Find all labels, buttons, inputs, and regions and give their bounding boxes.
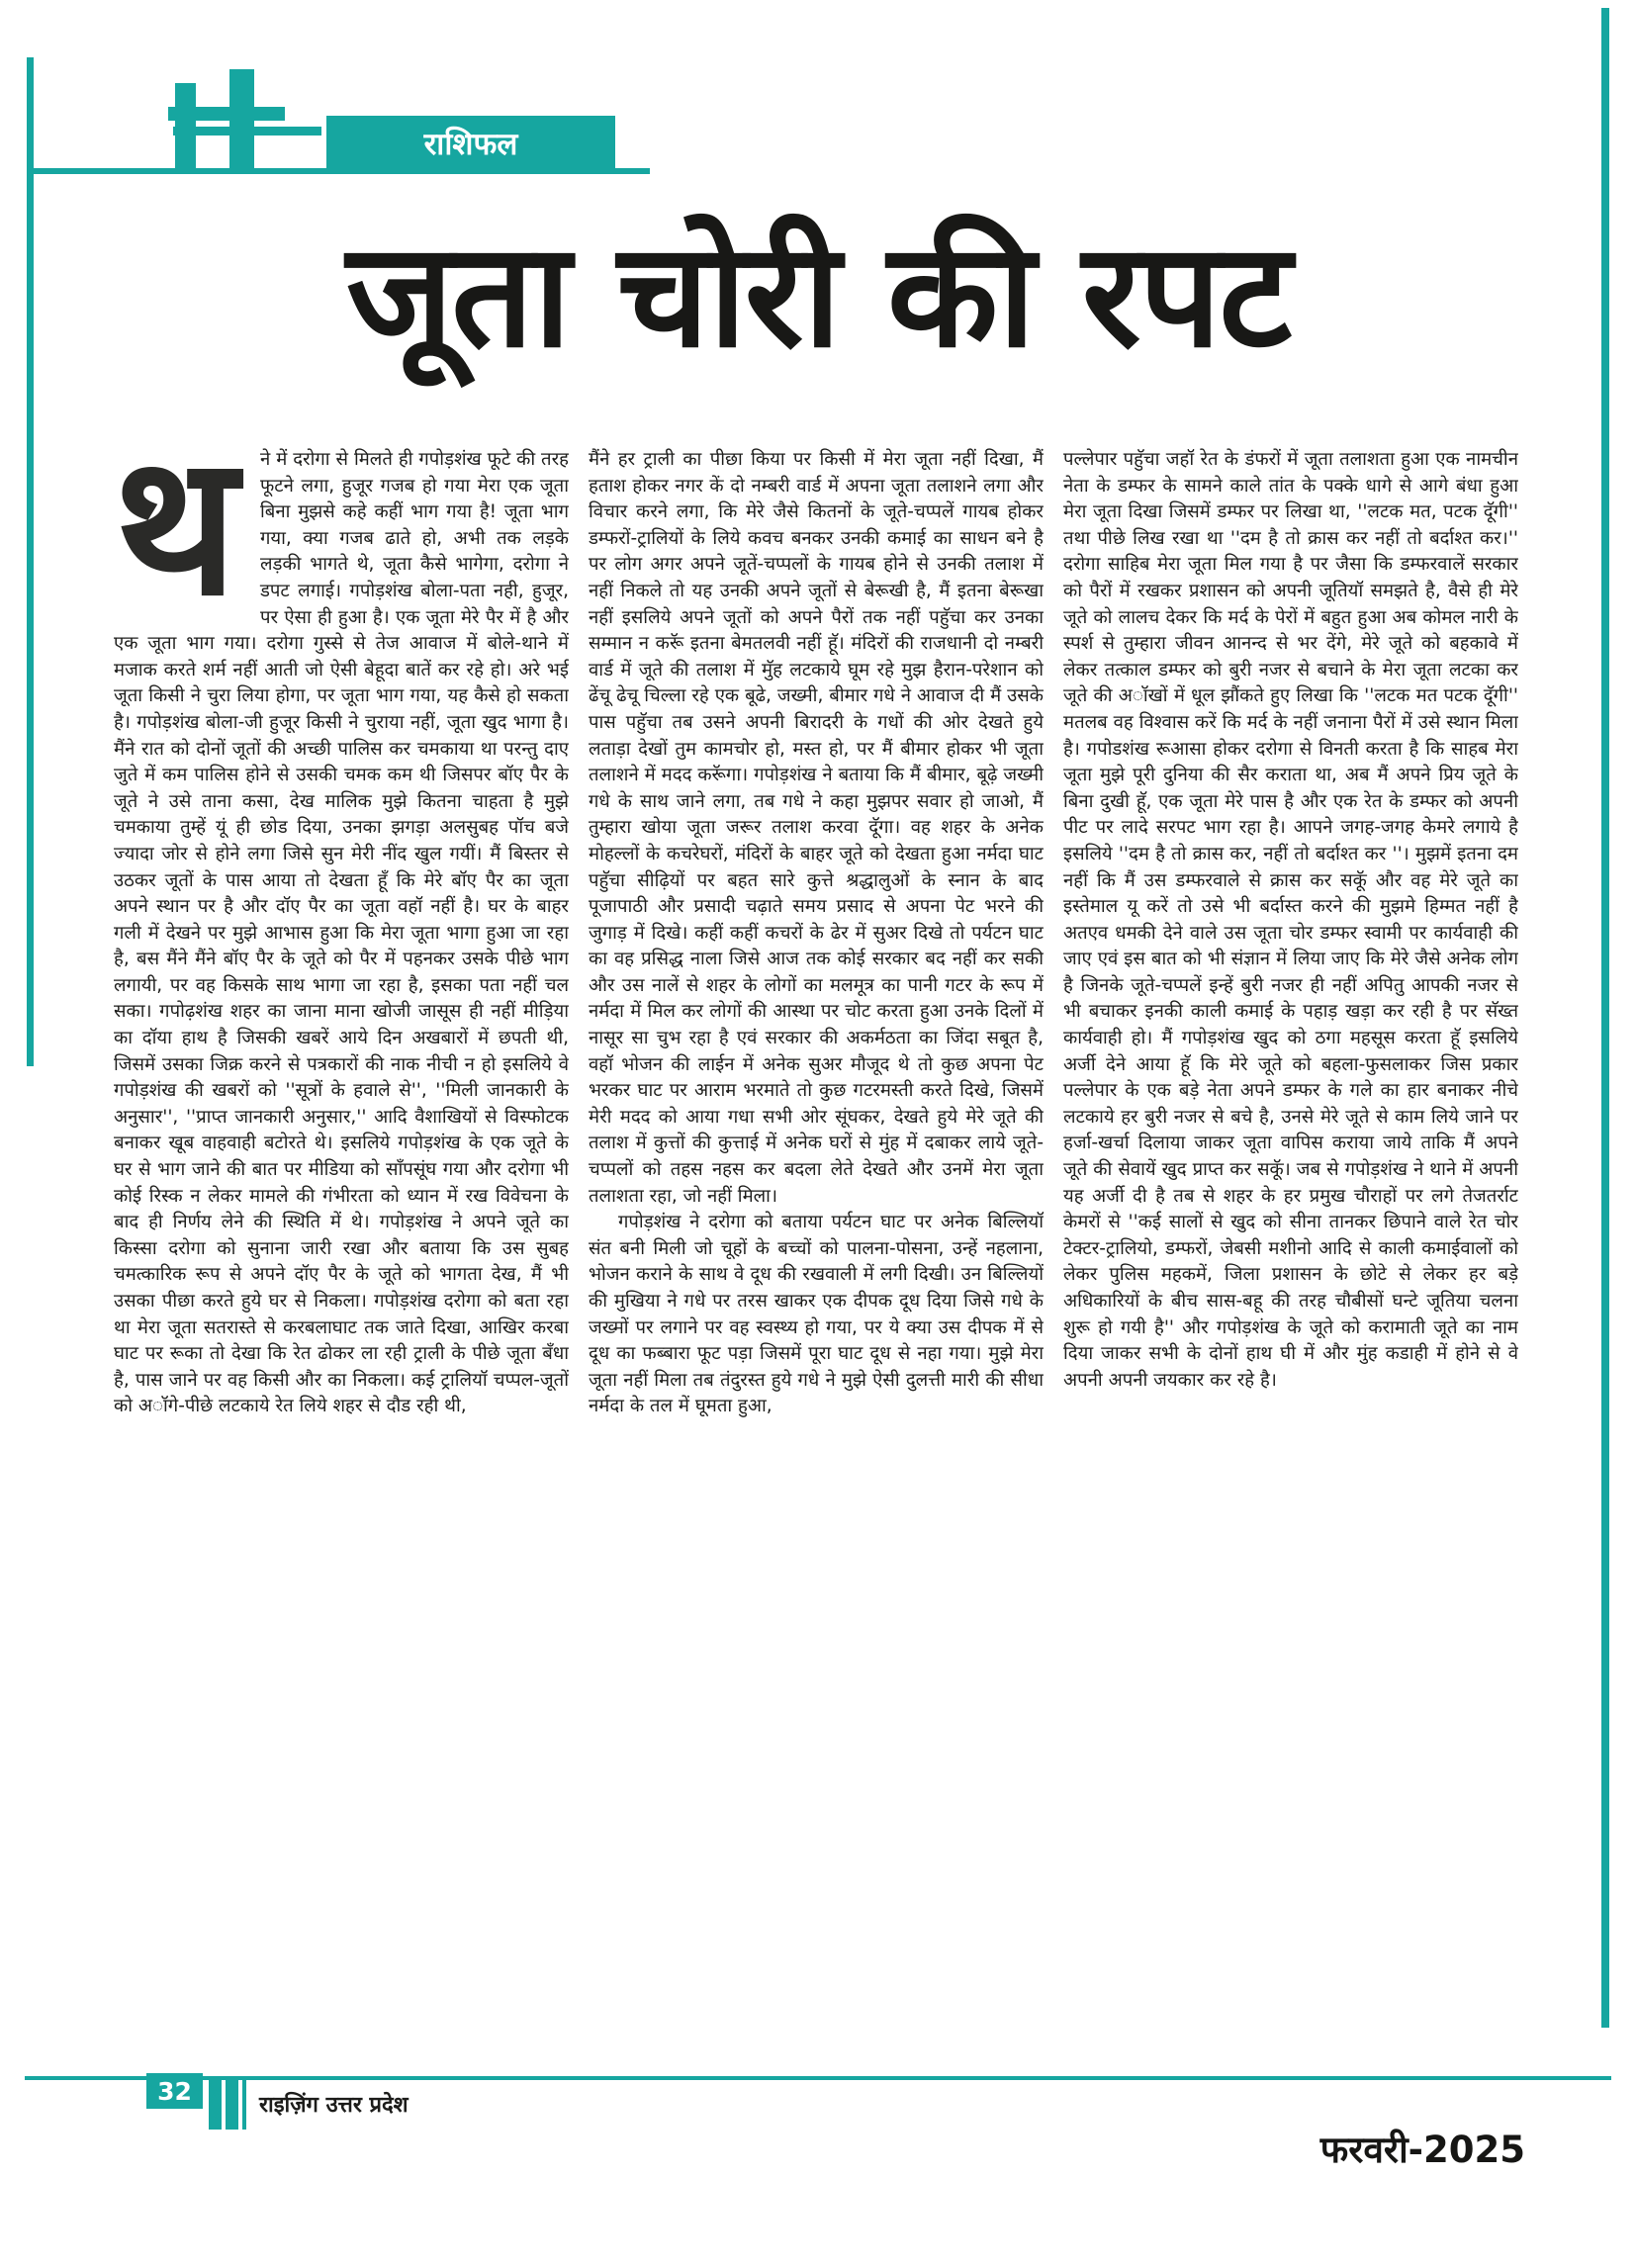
- section-label-box: [326, 116, 615, 170]
- footer-accent-bar: [226, 2076, 238, 2130]
- article-column-3: [1063, 447, 1518, 2049]
- article-column-2: [589, 447, 1044, 2049]
- footer-rule: [25, 2076, 1611, 2080]
- footer-accent-bar: [242, 2076, 246, 2130]
- hash-bar: [173, 127, 321, 136]
- issue-date: फरवरी-2025: [1319, 2129, 1525, 2171]
- header-rule: [27, 168, 650, 174]
- column3-text: पल्लेपार पहुॅचा जहॉ रेत के डंफरों में जूता तलाशता हुआ एक नामचीन नेता के डम्फर के सामने काले तांत के पक्के धागे से आगे बंधा हुआ मेरा जूता दिखा जिसमें डम्फर पर लिखा था, ''लटक मत, पटक दूॅगी'' तथा पीछे लिख रखा था ''दम है तो क्रास कर नहीं तो बर्दाश्त कर।'' दरोगा साहिब मेरा जूता मिल गया है पर जैसा कि डम्फरवालें सरकार को पैरों में रखकर प्रशासन को अपनी जूतियॉ समझते है, वैसे ही मेरे जूते को लालच देकर कि मर्द के पेरों में बहुत हुआ अब कोमल नारी के स्पर्श से तुम्हारा जीवन आनन्द से भर देंगे, मेरे जूते को बहकावे में लेकर तत्काल डम्फर को बुरी नजर से बचाने के मेरा जूता लटका कर जूते की अॉखों में धूल झौंकते हुए लिखा कि ''लटक मत पटक दूॅगी'' मतलब वह विश्वास करें कि मर्द के नहीं जनाना पैरों में उसे स्थान मिला है। गपोडशंख रूआसा होकर दरोगा से विनती करता है कि साहब मेरा जूता मुझे पूरी दुनिया की सैर कराता था, अब मैं अपने प्रिय जूते के बिना दुखी हूॅ, एक जूता मेरे पास है और एक रेत के डम्फर को अपनी पीट पर लादे सरपट भाग रहा है। आपने जगह-जगह केमरे लगाये है इसलिये ''दम है तो क्रास कर, नहीं तो बर्दाश्त कर ''। मुझमें इतना दम नहीं कि मैं उस डम्फरवाले से क्रास कर सकूॅ और वह मेरे जूते का इस्तेमाल यू करें तो उसे भी बर्दास्त करने की मुझमे हिम्मत नहीं है अतएव धमकी देने वाले उस जूता चोर डम्फर स्वामी पर कार्यवाही की जाए एवं इस बात को भी संज्ञान में लिया जाए कि मेरे जैसे अनेक लोग है जिनके जूते-चप्पलें इन्हें बुरी नजर ही नहीं अपितु आपकी नजर से भी बचाकर इनकी काली कमाई के पहाड़ खड़ा कर रही है पर सॅख्त कार्यवाही हो। मैं गपोड़शंख खुद को ठगा महसूस करता हूॅ इसलिये अर्जी देने आया हूॅ कि मेरे जूते को बहला-फुसलाकर जिस प्रकार पल्लेपार के एक बड़े नेता अपने डम्फर के गले का हार बनाकर नीचे लटकाये हर बुरी नजर से बचे है, उनसे मेरे जूते से काम लिये जाने पर हर्जा-खर्चा दिलाया जाकर जूता वापिस कराया जाये ताकि मैं अपने जूते की सेवायें खुद प्राप्त कर सकूॅ। जब से गपोड़शंख ने थाने में अपनी यह अर्जी दी है तब से शहर के हर प्रमुख चौराहों पर लगे तेजतर्राट केमरों से ''कई सालों से खुद को सीना तानकर छिपाने वाले रेत चोर टेक्टर-ट्रालियो, डम्फरों, जेबसी मशीनो आदि से काली कमाईवालों को लेकर पुलिस महकमें, जिला प्रशासन के छोटे से लेकर हर बड़े अधिकारियों के बीच सास-बहू की तरह चौबीसों घन्टे जूतिया चलना शुरू हो गयी है'' और गपोड़शंख के जूते को करामाती जूते का नाम दिया जाकर सभी के दोनों हाथ घी में और मुंह कडाही में होने से वे अपनी अपनी जयकार कर रहे है।: [1063, 449, 1518, 1391]
- hash-bar: [168, 107, 285, 121]
- page-number: 32: [157, 2076, 192, 2106]
- headline: जूता चोरी की रपट: [345, 211, 1291, 380]
- page-number-badge: [146, 2073, 203, 2109]
- column1-text: ने में दरोगा से मिलते ही गपोड़शंख फूटे की तरह फूटने लगा, हुजूर गजब हो गया मेरा एक जूता बिना मुझसे कहे कहीं भाग गया है! जूता भाग गया, क्या गजब ढाते हो, अभी तक लड़के लड़की भागते थे, जूता कैसे भागेगा, दरोगा ने डपट लगाई। गपोड़शंख बोला-पता नही, हुजूर, पर ऐसा ही हुआ है। एक जूता मेरे पैर में है और एक जूता भाग गया। दरोगा गुस्से से तेज आवाज में बोले-थाने में मजाक करते शर्म नहीं आती जो ऐसी बेहूदा बातें कर रहे हो। अरे भई जूता किसी ने चुरा लिया होगा, पर जूता भाग गया, यह कैसे हो सकता है। गपोड़शंख बोला-जी हुजूर किसी ने चुराया नहीं, जूता खुद भागा है। मैंने रात को दोनों जूतों की अच्छी पालिस कर चमकाया था परन्तु दाए जुते में कम पालिस होने से उसकी चमक कम थी जिसपर बॉए पैर के जूते ने उसे ताना कसा, देख मालिक मुझे कितना चाहता है मुझे चमकाया तुम्हें यूं ही छोड दिया, उनका झगड़ा अलसुबह पॉच बजे ज्यादा जोर से होने लगा जिसे सुन मेरी नींद खुल गयीं। मैं बिस्तर से उठकर जूतों के पास आया तो देखता हूँ कि मेरे बॉए पैर का जूता अपने स्थान पर है और दॉए पैर का जूता वहॉ नहीं है। घर के बाहर गली में देखने पर मुझे आभास हुआ कि मेरा जूता भागा हुआ जा रहा है, बस मैंने मैंने बॉए पैर के जूते को पैर में पहनकर उसके पीछे भाग लगायी, पर वह किसके साथ भागा जा रहा है, इसका पता नहीं चल सका। गपोढ़शंख शहर का जाना माना खोजी जासूस ही नहीं मीड़िया का दॉया हाथ है जिसकी खबरें आये दिन अखबारों में छपती थी, जिसमें उसका जिक्र करने से पत्रकारों की नाक नीची न हो इसलिये वे गपोड़शंख की खबरों को ''सूत्रों के हवाले से'', ''मिली जानकारी के अनुसार'', ''प्राप्त जानकारी अनुसार,'' आदि वैशाखियों से विस्फोटक बनाकर खूब वाहवाही बटोरते थे। इसलिये गपोड़शंख के एक जूते के घर से भाग जाने की बात पर मीडिया को सॉंपसूंघ गया और दरोगा भी कोई रिस्क न लेकर मामले की गंभीरता को ध्यान में रख विवेचना के बाद ही निर्णय लेने की स्थिति में थे। गपोड़शंख ने अपने जूते का किस्सा दरोगा को सुनाना जारी रखा और बताया कि उस सुबह चमत्कारिक रूप से अपने दॉए पैर के जूते को भागता देख, मैं भी उसका पीछा करते हुये घर से निकला। गपोड़शंख दरोगा को बता रहा था मेरा जूता सतरास्ते से करबलाघाट तक जाते दिखा, आखिर करबा घाट पर रूका तो देखा कि रेत ढोकर ला रही ट्राली के पीछे जूता बँधा है, पास जाने पर वह किसी और का निकला। कई ट्रालियॉ चप्पल-जूतों को अॉगे-पीछे लटकाये रेत लिये शहर से दौड रही थी,: [114, 449, 569, 1417]
- article-column-1: [114, 447, 569, 2049]
- hash-bar: [229, 69, 254, 172]
- dropcap: थ: [114, 447, 238, 639]
- section-label: राशिफल: [423, 126, 518, 162]
- hash-logo-icon: [168, 69, 326, 178]
- magazine-name: राइज़िंग उत्तर प्रदेश: [259, 2093, 409, 2118]
- column2-paragraph-1: मैंने हर ट्राली का पीछा किया पर किसी में मेरा जूता नहीं दिखा, मैं हताश होकर नगर कें दो नम्बरी वार्ड में अपना जूता तलाशने लगा और विचार करने लगा, कि मेरे जैसे कितनों के जूते-चप्पलें गायब होकर डम्फरों-ट्रालियों के लिये कवच बनकर उनकी कमाई का साधन बने है पर लोग अगर अपने जूतें-चप्पलों के गायब होने से उनकी तलाश में नहीं निकले तो यह उनकी अपने जूतों से बेरूखी है, मैं इतना बेरूखा नहीं इसलिये अपने जूतों को अपने पैरों तक नहीं पहुॅचा कर उनका सम्मान न करूॅ इतना बेमतलवी नहीं हूॅ। मंदिरों की राजधानी दो नम्बरी वार्ड में जूते की तलाश में मुॅह लटकाये घूम रहे मुझ हैरान-परेशान को ढेंचू ढेचू चिल्ला रहे एक बूढे, जख्मी, बीमार गधे ने आवाज दी मैं उसके पास पहुॅचा तब उसने अपनी बिरादरी के गधों की ओर देखते हुये लताड़ा देखों तुम कामचोर हो, मस्त हो, पर मैं बीमार होकर भी जूता तलाशने में मदद करूॅगा। गपोड़शंख ने बताया कि मैं बीमार, बूढ़े जख्मी गधे के साथ जाने लगा, तब गधे ने कहा मुझपर सवार हो जाओ, मैं तुम्हारा खोया जूता जरूर तलाश करवा दूॅगा। वह शहर के अनेक मोहल्लों के कचरेघरों, मंदिरों के बाहर जूते को देखता हुआ नर्मदा घाट पहुॅचा सीढ़ियों पर बहत सारे कुत्ते श्रद्धालुओं के स्नान के बाद पूजापाठी और प्रसादी चढ़ाते समय प्रसाद से अपना पेट भरने की जुगाड़ में दिखे। कहीं कहीं कचरों के ढेर में सुअर दिखे तो पर्यटन घाट का वह प्रसिद्ध नाला जिसे आज तक कोई सरकार बद नहीं कर सकी और उस नालें से शहर के लोगों का मलमूत्र का पानी गटर के रूप में नर्मदा में मिल कर लोगों की आस्था पर चोट करता हुआ उनके दिलों में नासूर सा चुभ रहा है एवं सरकार की अकर्मठता का जिंदा सबूत है, वहॉ भोजन की लाईन में अनेक सुअर मौजूद थे तो कुछ अपना पेट भरकर घाट पर आराम भरमाते तो कुछ गटरमस्ती करते दिखे, जिसमें मेरी मदद को आया गधा सभी ओर सूंघकर, देखते हुये मेरे जूते की तलाश में कुत्तों की कुत्ताई में अनेक घरों से मुंह में दबाकर लाये जूते-चप्पलों को तहस नहस कर बदला लेते देखते और उनमें मेरा जूता तलाशता रहा, जो नहीं मिला।: [589, 449, 1044, 1207]
- column2-paragraph-2: गपोड़शंख ने दरोगा को बताया पर्यटन घाट पर अनेक बिल्लियॉ संत बनी मिली जो चूहों के बच्चों को पालना-पोसना, उन्हें नहलाना, भोजन कराने के साथ वे दूध की रखवाली में लगी दिखी। उन बिल्लियों की मुखिया ने गधे पर तरस खाकर एक दीपक दूध दिया जिसे गधे के जख्मों पर लगाने पर वह स्वस्थ्य हो गया, पर ये क्या उस दीपक में से दूध का फब्बारा फूट पड़ा जिसमें पूरा घाट दूध से नहा गया। मुझे मेरा जूता नहीं मिला तब तंदुरस्त हुये गधे ने मुझे ऐसी दुलत्ती मारी की सीधा नर्मदा के तल में घूमता हुआ,: [589, 1212, 1044, 1417]
- footer-accent-bar: [209, 2076, 222, 2130]
- article-body: [114, 447, 1518, 2049]
